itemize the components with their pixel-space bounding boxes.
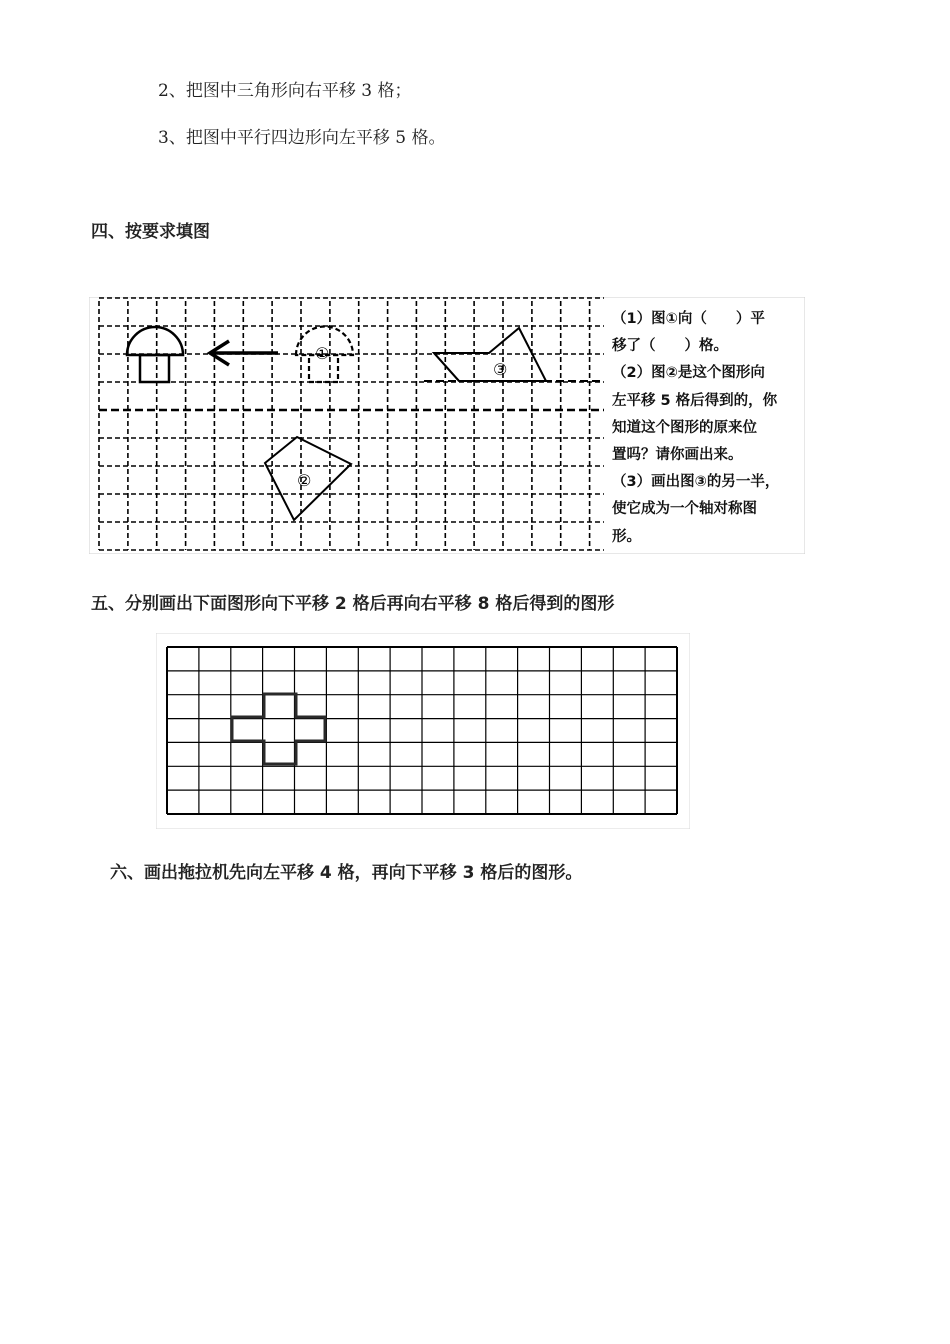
section-5-grid-diagram [156, 633, 690, 829]
section-4-instructions [612, 306, 804, 551]
item-2-text: 2、把图中三角形向右平移 3 格； [158, 81, 412, 101]
instruction-line: （3）画出图③的另一半， [612, 474, 780, 491]
instruction-line: （2）图②是这个图形向 [612, 365, 765, 382]
instruction-line: 左平移 5 格后得到的，你 [612, 392, 778, 409]
section-4-heading: 四、按要求填图 [91, 222, 210, 242]
figure-2-label: ② [297, 471, 312, 490]
section-5-heading: 五、分别画出下面图形向下平移 2 格后再向右平移 8 格后得到的图形 [91, 594, 615, 614]
section-6-heading: 六、画出拖拉机先向左平移 4 格，再向下平移 3 格后的图形。 [110, 863, 583, 883]
figure-3-label: ③ [493, 360, 508, 379]
instruction-line: 置吗？请你画出来。 [612, 447, 743, 464]
instruction-line: 使它成为一个轴对称图 [612, 501, 757, 518]
instruction-line: （1）图①向（ ）平 [612, 311, 765, 327]
instruction-line: 知道这个图形的原来位 [612, 419, 757, 436]
instruction-line: 形。 [612, 528, 641, 545]
instruction-line: 移了（ ）格。 [612, 338, 728, 355]
figure-1-label: ① [315, 344, 330, 363]
section-5-figure [156, 633, 690, 829]
item-3-text: 3、把图中平行四边形向左平移 5 格。 [158, 128, 446, 148]
